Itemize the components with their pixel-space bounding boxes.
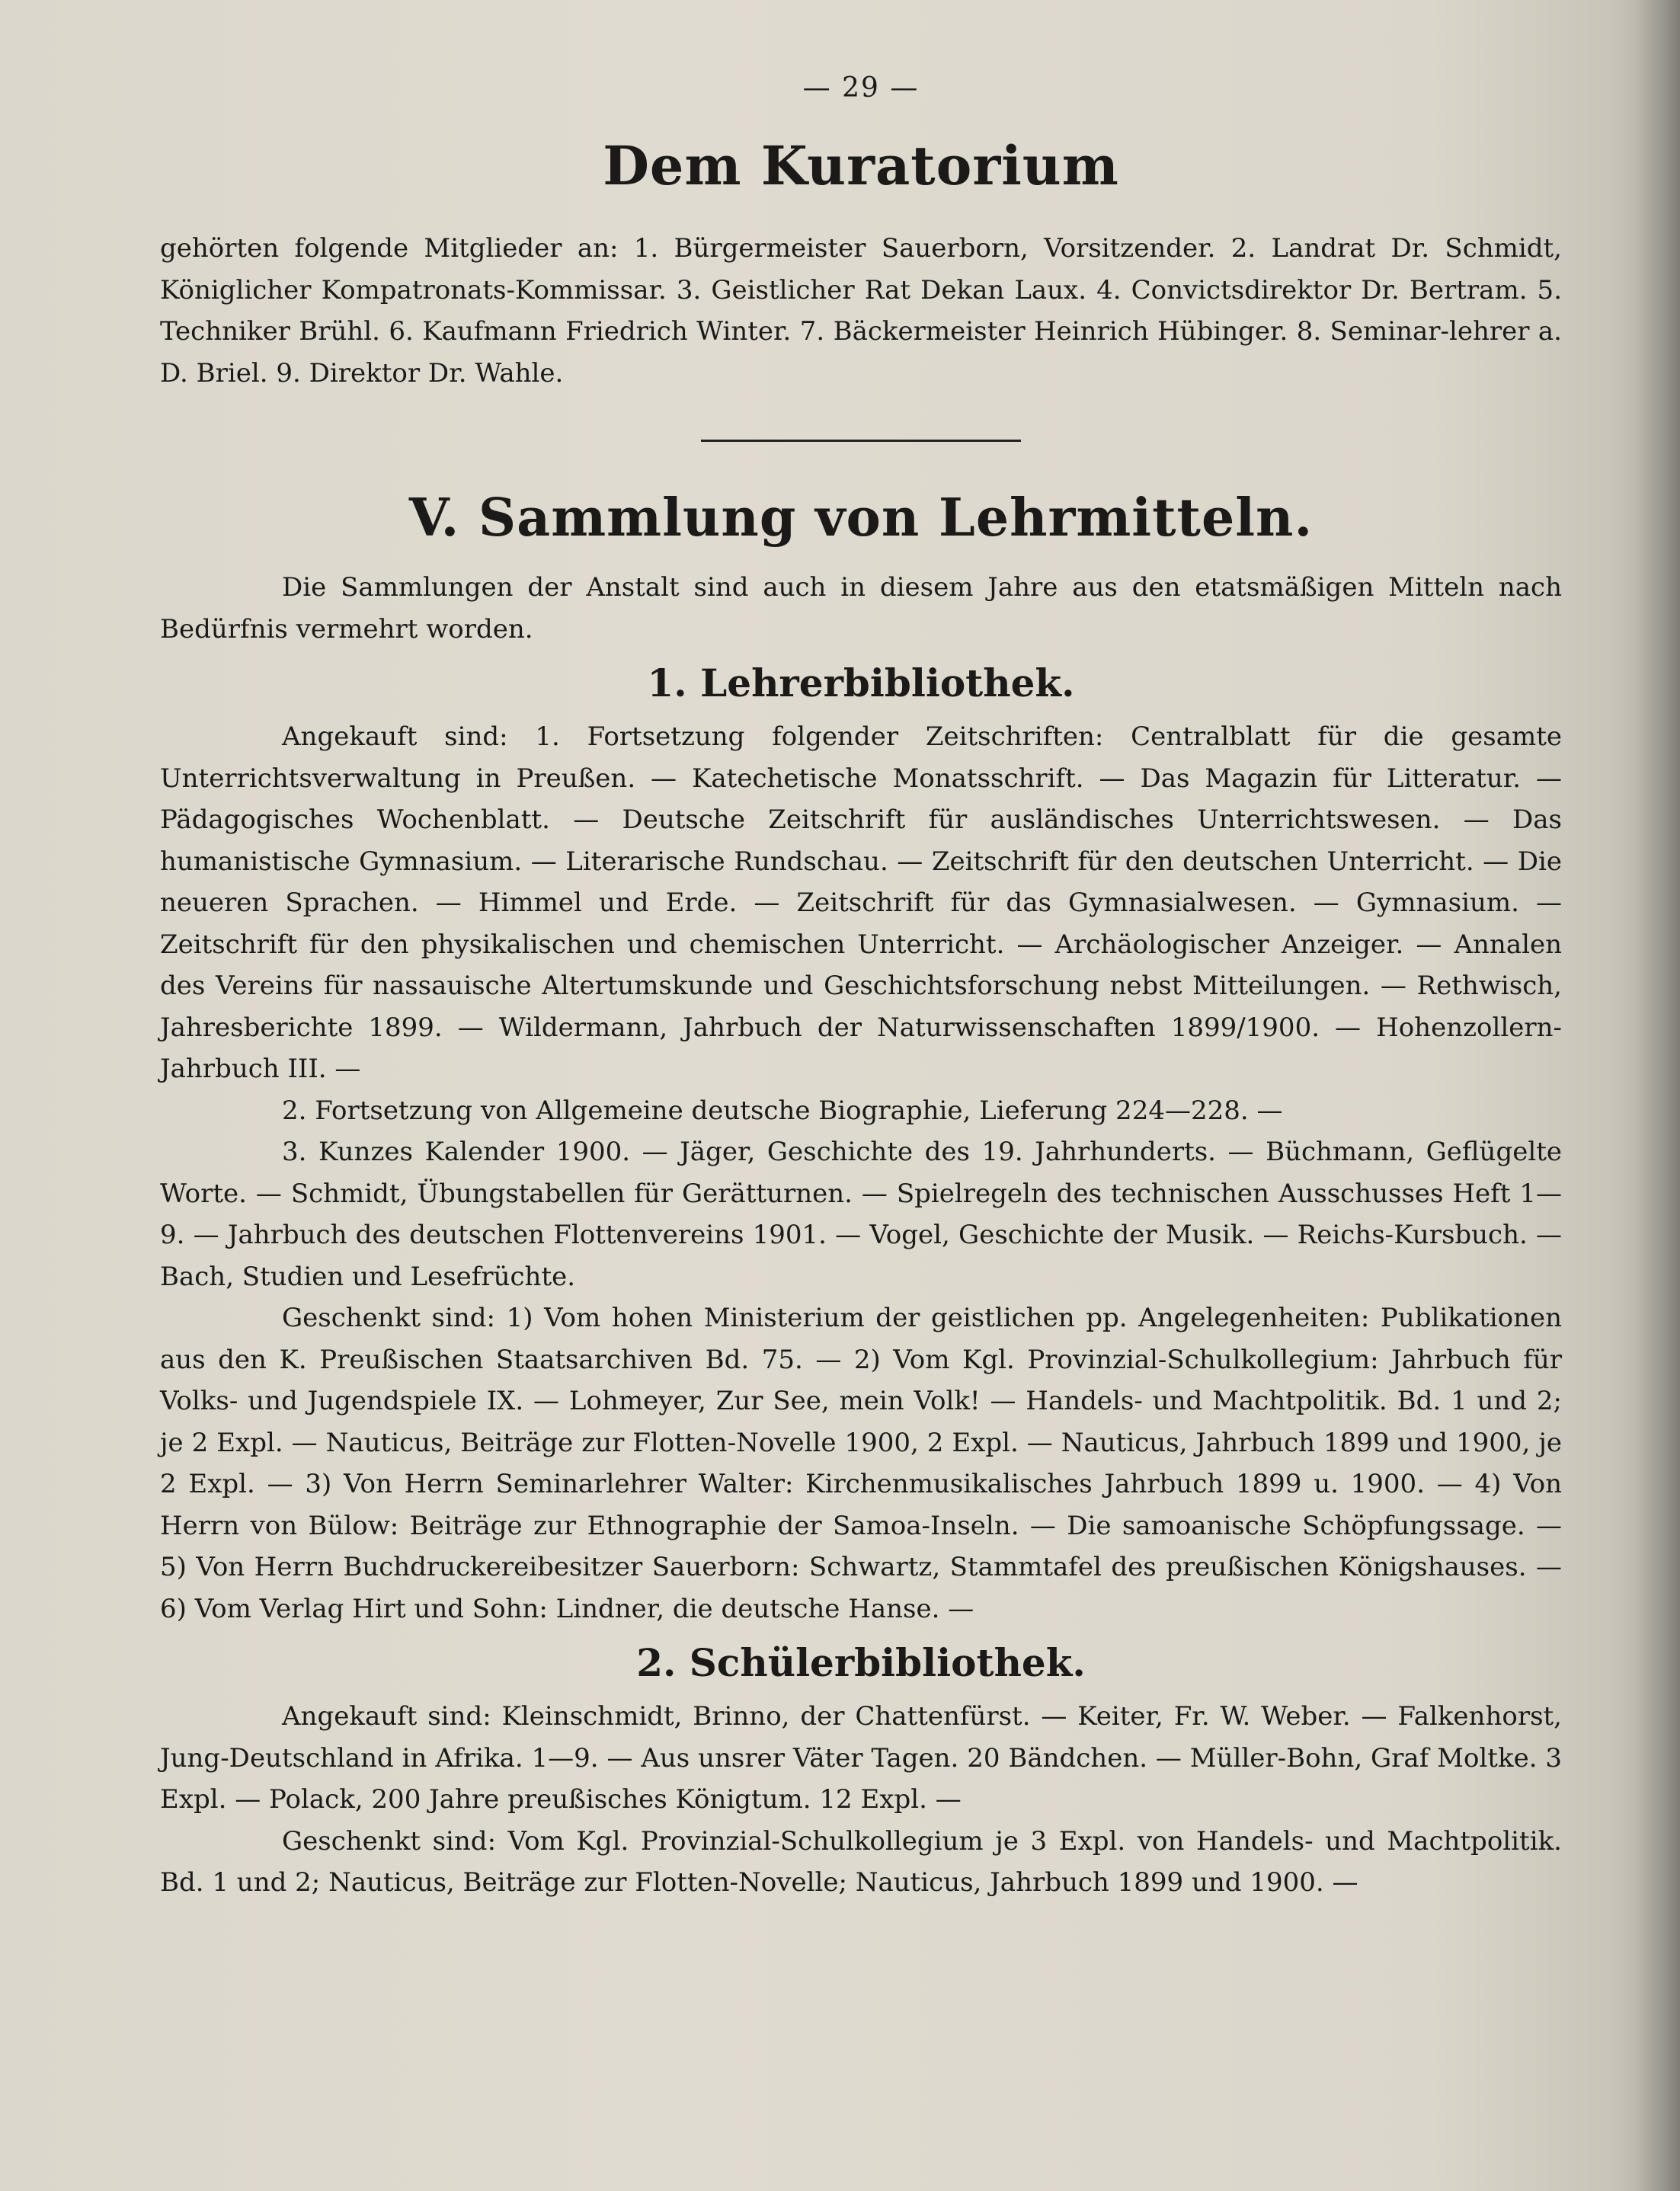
section-v-heading: V. Sammlung von Lehrmitteln. <box>408 488 1314 549</box>
lehrerbibliothek-paragraph-4: Geschenkt sind: 1) Vom hohen Ministerium der geistlichen pp. Angelegenheiten: Publikationen aus den K. Preußischen Staatsarchiven Bd. 75. — 2) Vom Kgl. Provinzial-Schulkollegium: Jahrbuch für Volks- und Jugendspiele IX. — Lohmeyer, Zur See, mein Volk! — Handels- und Machtpolitik. Bd. 1 und 2; je 2 Expl. — Nauticus, Beiträge zur Flotten-Novelle 1900, 2 Expl. — Nauticus, Jahrbuch 1899 und 1900, je 2 Expl. — 3) Von Herrn Seminarlehrer Walter: Kirchenmusikalisches Jahrbuch 1899 u. 1900. — 4) Von Herrn von Bülow: Beiträge zur Ethnographie der Samoa-Inseln. — Die samoanische Schöpfungssage. — 5) Von Herrn Buchdruckereibesitzer Sauerborn: Schwartz, Stammtafel des preußischen Königshauses. — 6) Vom Verlag Hirt und Sohn: Lindner, die deutsche Hanse. — <box>160 1303 1562 1624</box>
page-content <box>160 72 1562 1904</box>
lehrerbibliothek-paragraph-2: 2. Fortsetzung von Allgemeine deutsche Biographie, Lieferung 224—228. — <box>282 1095 1283 1126</box>
schuelerbibliothek-paragraph-1: Angekauft sind: Kleinschmidt, Brinno, der Chattenfürst. — Keiter, Fr. W. Weber. — Falkenhorst, Jung-Deutschland in Afrika. 1—9. — Aus unsrer Väter Tagen. 20 Bändchen. — Müller-Bohn, Graf Moltke. 3 Expl. — Polack, 200 Jahre preußisches Königtum. 12 Expl. — <box>160 1701 1562 1815</box>
kuratorium-text: gehörten folgende Mitglieder an: 1. Bürgermeister Sauerborn, Vorsitzender. 2. Landrat Dr. Schmidt, Königlicher Kompatronats-Kommissar. 3. Geistlicher Rat Dekan Laux. 4. Convictsdirektor Dr. Bertram. 5. Techniker Brühl. 6. Kaufmann Friedrich Winter. 7. Bäckermeister Heinrich Hübinger. 8. Seminar-lehrer a. D. Briel. 9. Direktor Dr. Wahle. <box>160 233 1562 389</box>
section-v-intro: Die Sammlungen der Anstalt sind auch in diesem Jahre aus den etatsmäßigen Mitteln nach Bedürfnis vermehrt worden. <box>160 572 1562 645</box>
schuelerbibliothek-heading: 2. Schülerbibliothek. <box>636 1640 1086 1685</box>
lehrerbibliothek-heading: 1. Lehrerbibliothek. <box>647 660 1075 705</box>
lehrerbibliothek-paragraph-3: 3. Kunzes Kalender 1900. — Jäger, Geschichte des 19. Jahrhunderts. — Büchmann, Geflügelte Worte. — Schmidt, Übungstabellen für Gerätturnen. — Spielregeln des technischen Ausschusses Heft 1—9. — Jahrbuch des deutschen Flottenvereins 1901. — Vogel, Geschichte der Musik. — Reichs-Kursbuch. — Bach, Studien und Lesefrüchte. <box>160 1137 1562 1292</box>
section-divider <box>701 440 1021 442</box>
binding-shadow <box>1634 0 1680 2191</box>
kuratorium-heading: Dem Kuratorium <box>603 134 1119 197</box>
schuelerbibliothek-paragraph-2: Geschenkt sind: Vom Kgl. Provinzial-Schulkollegium je 3 Expl. von Handels- und Machtpolitik. Bd. 1 und 2; Nauticus, Beiträge zur Flotten-Novelle; Nauticus, Jahrbuch 1899 und 1900. — <box>160 1825 1562 1898</box>
lehrerbibliothek-paragraph-1: Angekauft sind: 1. Fortsetzung folgender Zeitschriften: Centralblatt für die gesamte Unterrichtsverwaltung in Preußen. — Katechetische Monatsschrift. — Das Magazin für Litteratur. — Pädagogisches Wochenblatt. — Deutsche Zeitschrift für ausländisches Unterrichtswesen. — Das humanistische Gymnasium. — Literarische Rundschau. — Zeitschrift für den deutschen Unterricht. — Die neueren Sprachen. — Himmel und Erde. — Zeitschrift für das Gymnasialwesen. — Gymnasium. — Zeitschrift für den physikalischen und chemischen Unterricht. — Archäologischer Anzeiger. — Annalen des Vereins für nassauische Altertumskunde und Geschichtsforschung nebst Mitteilungen. — Rethwisch, Jahresberichte 1899. — Wildermann, Jahrbuch der Naturwissenschaften 1899/1900. — Hohenzollern-Jahrbuch III. — <box>160 721 1562 1084</box>
page-number: — 29 — <box>802 72 920 104</box>
